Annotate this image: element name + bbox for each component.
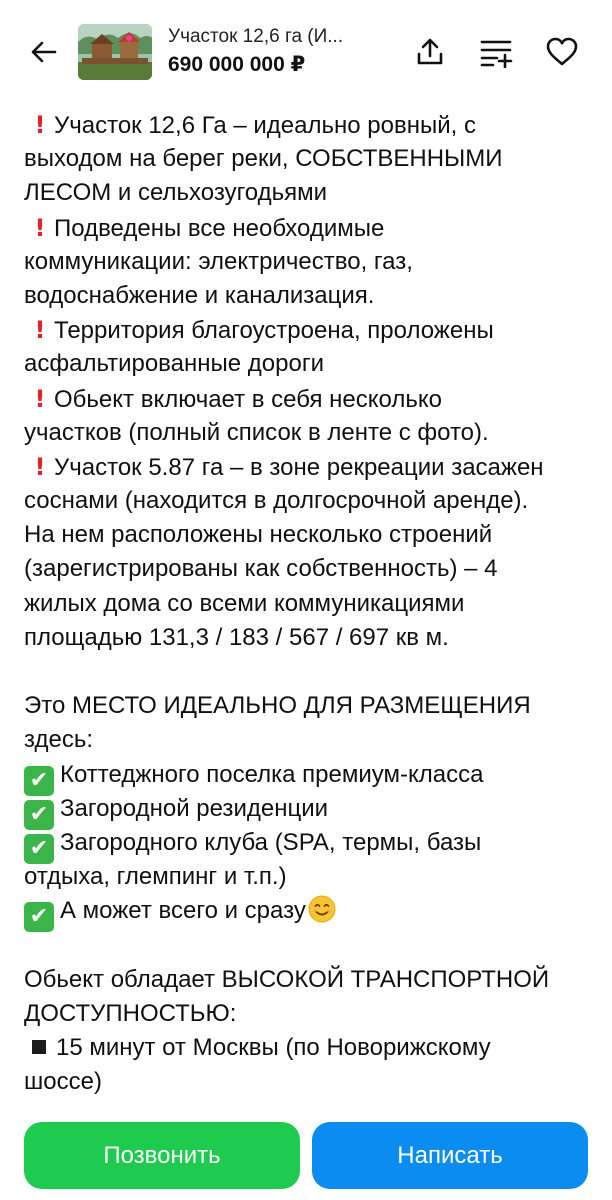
description-line	[24, 860, 594, 894]
description-text: А может всего и сразу	[60, 897, 306, 925]
write-button-label: Написать	[397, 1141, 503, 1169]
description-line	[24, 108, 594, 142]
bottom-action-bar	[0, 1104, 612, 1200]
description-text: коммуникации: электричество, газ,	[24, 247, 413, 275]
description-line	[24, 382, 594, 416]
listing-photo	[78, 24, 152, 80]
description-line	[24, 1065, 594, 1099]
description-line	[24, 313, 594, 347]
listing-header	[0, 0, 612, 100]
check-mark-icon: ✔	[24, 766, 54, 796]
description-line	[24, 245, 594, 279]
call-button[interactable]	[24, 1122, 300, 1189]
description-text: участков (полный список в ленте с фото).	[24, 418, 489, 446]
description-text: жилых дома со всеми коммуникациями	[24, 589, 465, 617]
description-text: асфальтированные дороги	[24, 350, 324, 378]
listing-title-block	[168, 24, 388, 80]
exclamation-icon: !	[34, 213, 46, 242]
description-text: Загородного клуба (SPA, термы, базы	[60, 828, 482, 856]
smiling-face-icon	[307, 894, 337, 924]
check-mark-icon: ✔	[24, 902, 54, 932]
description-line	[24, 689, 594, 723]
description-text: шоссе)	[24, 1068, 102, 1096]
description-line	[24, 758, 594, 792]
description-text: Обьект включает в себя несколько	[54, 385, 442, 413]
description-line	[24, 963, 594, 997]
description-line	[24, 347, 594, 381]
compare-icon	[479, 36, 513, 68]
description-line	[24, 1031, 594, 1065]
description-text: На нем расположены несколько строений	[24, 521, 493, 549]
description-line	[24, 484, 594, 518]
exclamation-icon: !	[34, 452, 46, 481]
description-line	[24, 142, 594, 176]
heart-icon	[545, 36, 579, 68]
description-text: 15 минут от Москвы (по Новорижскому	[56, 1034, 491, 1062]
description-line	[24, 211, 594, 245]
description-text: Обьект обладает ВЫСОКОЙ ТРАНСПОРТНОЙ	[24, 965, 550, 993]
arrow-left-icon	[29, 37, 59, 67]
blank-line	[24, 929, 594, 963]
description-text: выходом на берег реки, СОБСТВЕННЫМИ	[24, 145, 503, 173]
description-line	[24, 450, 594, 484]
exclamation-icon: !	[34, 384, 46, 413]
description-line	[24, 894, 594, 928]
description-line	[24, 587, 594, 621]
description-text: Подведены все необходимые	[54, 214, 385, 242]
description-text: соснами (находится в долгосрочной аренде).	[24, 487, 529, 515]
description-text: ДОСТУПНОСТЬЮ:	[24, 999, 237, 1027]
description-text: водоснабжение и канализация.	[24, 281, 375, 309]
favorite-button[interactable]	[540, 30, 584, 74]
description-text: здесь:	[24, 726, 93, 754]
check-mark-icon: ✔	[24, 834, 54, 864]
back-button[interactable]	[22, 30, 66, 74]
compare-button[interactable]	[474, 30, 518, 74]
blank-line	[24, 655, 594, 689]
description-text: (зарегистрированы как собственность) – 4	[24, 555, 498, 583]
description-line	[24, 792, 594, 826]
check-mark-icon: ✔	[24, 800, 54, 830]
listing-thumbnail[interactable]	[78, 24, 152, 80]
description-text: Коттеджного поселка премиум-класса	[60, 760, 484, 788]
listing-description	[24, 108, 594, 1099]
description-line	[24, 826, 594, 860]
description-text: Территория благоустроена, проложены	[54, 317, 494, 345]
description-text: площадью 131,3 / 183 / 567 / 697 кв м.	[24, 623, 449, 651]
description-line	[24, 279, 594, 313]
description-line	[24, 416, 594, 450]
description-line	[24, 176, 594, 210]
listing-price: 690 000 000 ₽	[168, 53, 306, 76]
description-text: отдыха, глемпинг и т.п.)	[24, 863, 287, 891]
write-message-button[interactable]	[312, 1122, 588, 1189]
description-text: Это МЕСТО ИДЕАЛЬНО ДЛЯ РАЗМЕЩЕНИЯ	[24, 692, 531, 720]
share-icon	[414, 36, 446, 68]
description-line	[24, 723, 594, 757]
description-line	[24, 621, 594, 655]
black-square-icon	[32, 1040, 46, 1054]
share-button[interactable]	[408, 30, 452, 74]
description-text: Загородной резиденции	[60, 794, 329, 822]
description-line	[24, 997, 594, 1031]
call-button-label: Позвонить	[103, 1141, 221, 1169]
description-text: ЛЕСОМ и сельхозугодьями	[24, 179, 328, 207]
listing-title[interactable]: Участок 12,6 га (И...	[168, 26, 344, 47]
description-line	[24, 518, 594, 552]
exclamation-icon: !	[34, 316, 46, 345]
description-line	[24, 552, 594, 586]
description-text: Участок 12,6 Га – идеально ровный, с	[54, 112, 476, 139]
exclamation-icon: !	[34, 111, 46, 139]
description-text: Участок 5.87 га – в зоне рекреации засажен	[54, 453, 544, 481]
